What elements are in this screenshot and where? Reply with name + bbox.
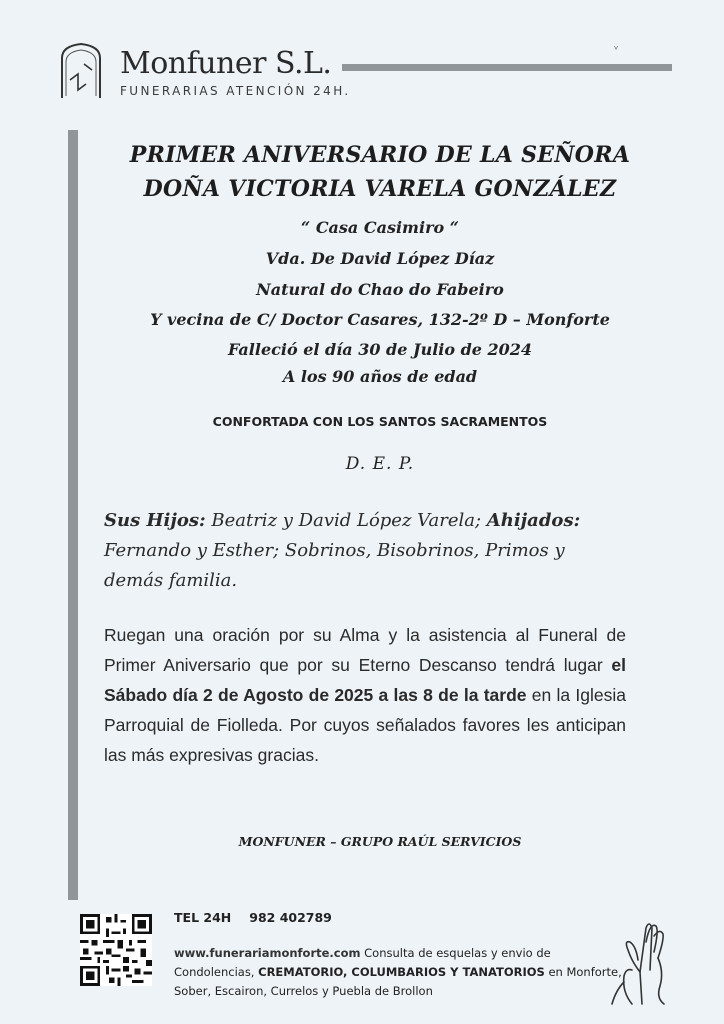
funeral-paragraph — [104, 620, 626, 770]
title-line-1: PRIMER ANIVERSARIO DE LA SEÑORA — [129, 142, 631, 168]
request-part-2: en la Iglesia Parroquial de Fiolleda. Por cuyos señalados favores les anticipan las más expresivas gracias. — [104, 685, 626, 765]
footer-text — [174, 944, 624, 1001]
brand-tagline: FUNERARIAS ATENCIÓN 24H. — [120, 84, 351, 98]
family-paragraph — [104, 506, 624, 596]
side-rule — [68, 130, 78, 900]
footer-text-1: Consulta de esquelas y envio de Condolencias, — [174, 946, 551, 979]
widow-of: Vda. De David López Díaz — [265, 249, 495, 268]
praying-hands-icon — [602, 912, 682, 1008]
origin: Natural do Chao do Fabeiro — [256, 280, 504, 299]
website-link[interactable]: www.funerariamonforte.com — [174, 946, 361, 960]
age: A los 90 años de edad — [282, 367, 478, 386]
company-logo-icon — [56, 40, 106, 100]
stray-mark: ᵛ — [614, 43, 619, 56]
residence: Y vecina de C/ Doctor Casares, 132-2º D – Monforte — [150, 310, 610, 329]
title-line-2: DOÑA VICTORIA VARELA GONZÁLEZ — [143, 176, 617, 202]
footer-text-2: en Monforte, Sober, Escairon, Currelos y Puebla de Brollon — [174, 965, 622, 998]
children-names: Beatriz y David López Varela; — [205, 510, 487, 531]
tel-number[interactable]: 982 402789 — [249, 910, 332, 925]
signature: MONFUNER – GRUPO RAÚL SERVICIOS — [238, 834, 522, 849]
tel-label: TEL 24H — [174, 910, 232, 925]
nickname: “ Casa Casimiro “ — [301, 218, 459, 237]
brand-name: Monfuner S.L. — [120, 46, 332, 81]
header-rule — [342, 64, 672, 71]
services-list: CREMATORIO, COLUMBARIOS Y TANATORIOS — [258, 965, 545, 979]
funeral-date: el Sábado día 2 de Agosto de 2025 a las 8 de la tarde — [104, 655, 626, 705]
telephone — [174, 910, 332, 925]
request-part-1: Ruegan una oración por su Alma y la asistencia al Funeral de Primer Aniversario que por su Eterno Descanso tendrá lugar — [104, 625, 626, 675]
dep: D. E. P. — [345, 454, 415, 474]
qr-code-icon — [80, 914, 152, 986]
family-rest: Fernando y Esther; Sobrinos, Bisobrinos, Primos y demás familia. — [104, 540, 565, 591]
children-label: Sus Hijos: — [104, 510, 206, 531]
sacraments: CONFORTADA CON LOS SANTOS SACRAMENTOS — [212, 414, 548, 429]
death-date: Falleció el día 30 de Julio de 2024 — [227, 340, 533, 359]
godchildren-label: Ahijados: — [486, 510, 581, 531]
